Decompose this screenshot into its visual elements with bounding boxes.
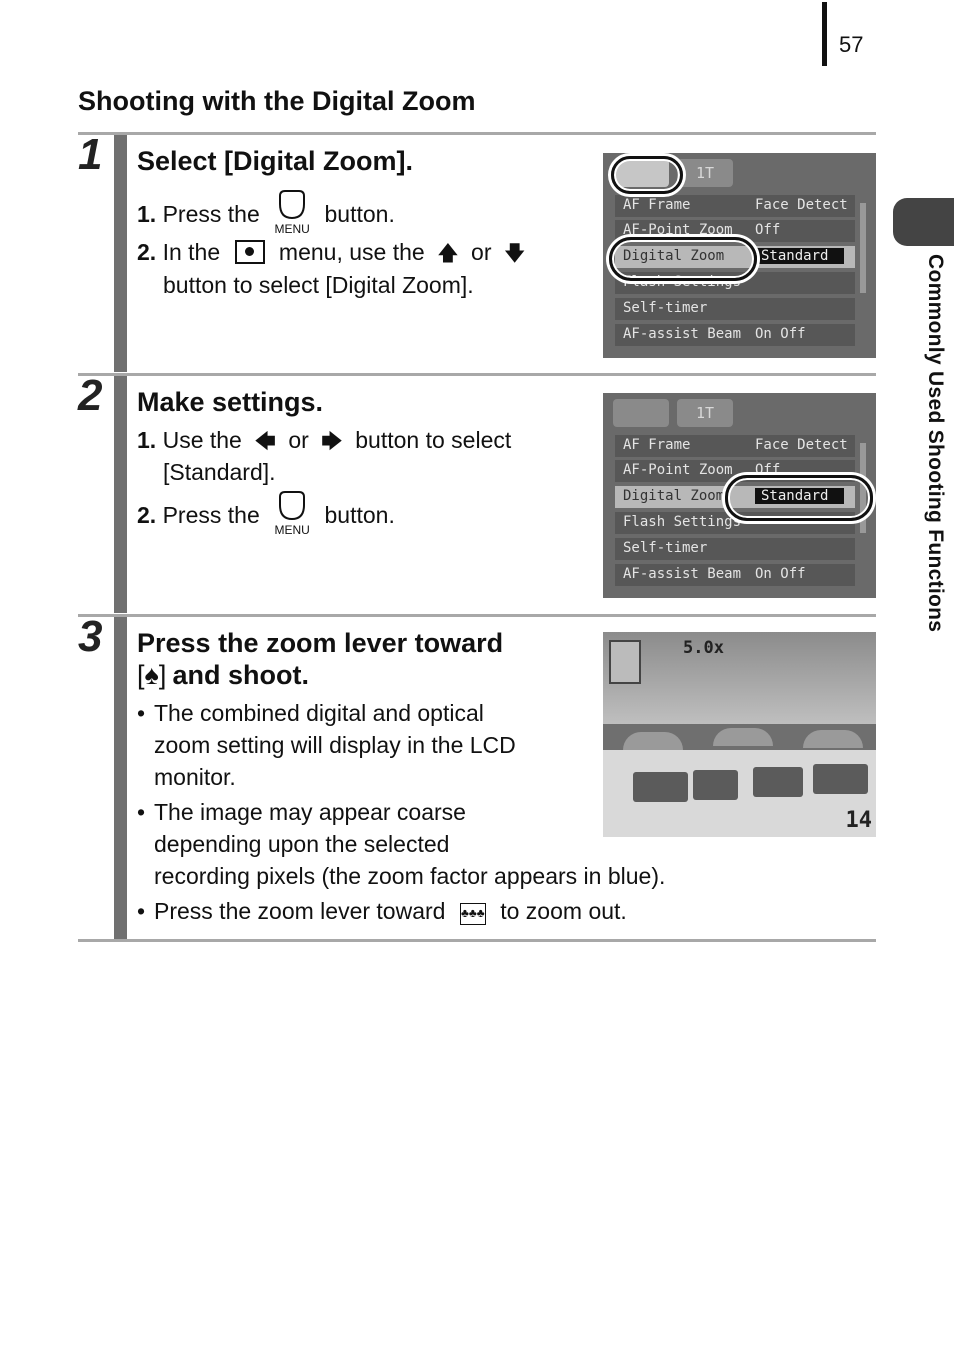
bullet-marker: • xyxy=(137,799,146,825)
instruction-1-cont: [Standard]. xyxy=(163,459,276,485)
menu-caption: MENU xyxy=(274,222,310,236)
item-text: or xyxy=(471,239,492,265)
menu-value: Face Detect xyxy=(755,197,848,213)
zoom-bar-icon xyxy=(609,640,641,684)
beach-chair xyxy=(633,772,688,802)
beach-chair xyxy=(753,767,803,797)
shots-remaining: 14 xyxy=(845,808,872,833)
step-heading: Press the zoom lever toward xyxy=(137,628,504,658)
item-text: menu, use the xyxy=(278,239,425,265)
page-rule xyxy=(822,2,827,66)
instruction-1 xyxy=(137,427,511,462)
item-text: button. xyxy=(324,201,395,227)
bullet-text: to zoom out. xyxy=(500,898,627,924)
step-divider xyxy=(78,132,876,135)
menu-key: AF Frame xyxy=(623,197,691,213)
bullet-line: depending upon the selected xyxy=(154,831,450,857)
highlight-ring xyxy=(609,237,757,281)
camera-tab xyxy=(613,399,669,427)
item-text: or xyxy=(288,427,309,453)
up-arrow-icon: 🡅 xyxy=(437,242,459,265)
bullet-line: recording pixels (the zoom factor appears in blue). xyxy=(154,863,666,889)
menu-key: AF-assist Beam xyxy=(623,566,742,582)
step-2 xyxy=(78,373,876,613)
item-text: Press the xyxy=(162,201,260,227)
bullet-marker: • xyxy=(137,898,146,924)
menu-key: Digital Zoom xyxy=(623,248,725,264)
highlight-ring xyxy=(611,156,683,194)
menu-key: Self-timer xyxy=(623,300,708,316)
menu-value: Off xyxy=(755,462,781,478)
step-3 xyxy=(78,614,876,944)
item-number: 1. xyxy=(137,201,157,227)
step-number: 2 xyxy=(78,371,103,420)
menu-key: Digital Zoom xyxy=(623,488,725,504)
beach-chair xyxy=(813,764,868,794)
telephoto-icon: [♠] xyxy=(137,660,167,690)
step-bar xyxy=(114,617,127,941)
menu-value: Off xyxy=(755,222,781,238)
menu-key: AF-Point Zoom xyxy=(623,222,733,238)
bullet-marker: • xyxy=(137,700,146,726)
chapter-tab xyxy=(893,198,954,246)
scrollbar xyxy=(860,203,866,293)
section-title: Shooting with the Digital Zoom xyxy=(78,86,476,116)
step-heading-cont xyxy=(137,660,309,691)
bullet-line: zoom setting will display in the LCD xyxy=(154,732,516,758)
menu-value: Standard xyxy=(755,248,844,264)
wide-angle-icon: ♣♣♣ xyxy=(460,903,486,925)
bullet-text: Press the zoom lever toward xyxy=(154,898,446,924)
step-heading-text: and shoot. xyxy=(172,660,310,690)
step-heading: Select [Digital Zoom]. xyxy=(137,146,414,176)
bullet-line: The image may appear coarse xyxy=(154,799,466,825)
step-1 xyxy=(78,132,876,372)
item-number: 2. xyxy=(137,239,157,265)
item-number: 2. xyxy=(137,502,157,528)
lcd-photo xyxy=(603,632,876,837)
page-number: 57 xyxy=(839,32,864,57)
item-text: button to select xyxy=(355,427,512,453)
instruction-1 xyxy=(137,194,395,234)
item-number: 1. xyxy=(137,427,157,453)
step-heading: Make settings. xyxy=(137,387,324,417)
bullet-line xyxy=(154,898,627,925)
menu-key: Self-timer xyxy=(623,540,708,556)
menu-value: Standard xyxy=(755,488,844,504)
menu-key: AF-Point Zoom xyxy=(623,462,733,478)
umbrella xyxy=(803,730,863,748)
menu-row xyxy=(615,324,855,346)
right-arrow-icon: 🡆 xyxy=(321,430,343,453)
item-text: button. xyxy=(324,502,395,528)
lcd-screenshot xyxy=(603,393,876,598)
menu-button-icon xyxy=(270,495,314,535)
step-divider xyxy=(78,373,876,376)
step-number: 1 xyxy=(78,130,103,179)
shooting-menu-icon xyxy=(235,240,265,264)
umbrella xyxy=(623,732,683,750)
highlight-ring xyxy=(725,475,873,521)
menu-row xyxy=(615,564,855,586)
menu-row xyxy=(615,298,855,320)
menu-key: Flash Settings xyxy=(623,274,742,290)
menu-value: On Off xyxy=(755,326,806,342)
menu-value: Face Detect xyxy=(755,437,848,453)
item-text: Use the xyxy=(162,427,242,453)
menu-button-icon xyxy=(270,194,314,234)
bullet-line: The combined digital and optical xyxy=(154,700,484,726)
down-arrow-icon: 🡇 xyxy=(503,242,526,265)
left-arrow-icon: 🡄 xyxy=(254,430,276,453)
menu-key: AF-assist Beam xyxy=(623,326,742,342)
setup-tab: 1T xyxy=(677,159,733,187)
menu-caption: MENU xyxy=(274,523,310,537)
menu-key: AF Frame xyxy=(623,437,691,453)
lcd-screenshot xyxy=(603,153,876,358)
instruction-2 xyxy=(137,495,395,535)
menu-value: On Off xyxy=(755,566,806,582)
menu-row xyxy=(615,435,855,457)
umbrella xyxy=(713,728,773,746)
bottom-rule xyxy=(78,939,876,942)
step-number: 3 xyxy=(78,612,103,661)
bullet-line: monitor. xyxy=(154,764,236,790)
step-bar xyxy=(114,376,127,613)
menu-row xyxy=(615,538,855,560)
item-text: Press the xyxy=(162,502,260,528)
beach-chair xyxy=(693,770,738,800)
step-divider xyxy=(78,614,876,617)
chapter-label: Commonly Used Shooting Functions xyxy=(924,254,947,633)
zoom-readout: 5.0x xyxy=(683,638,724,658)
step-bar xyxy=(114,135,127,372)
item-text: In the xyxy=(162,239,221,265)
setup-tab: 1T xyxy=(677,399,733,427)
instruction-2-cont: button to select [Digital Zoom]. xyxy=(163,272,474,298)
menu-key: Flash Settings xyxy=(623,514,742,530)
menu-row xyxy=(615,195,855,217)
instruction-2 xyxy=(137,239,531,274)
